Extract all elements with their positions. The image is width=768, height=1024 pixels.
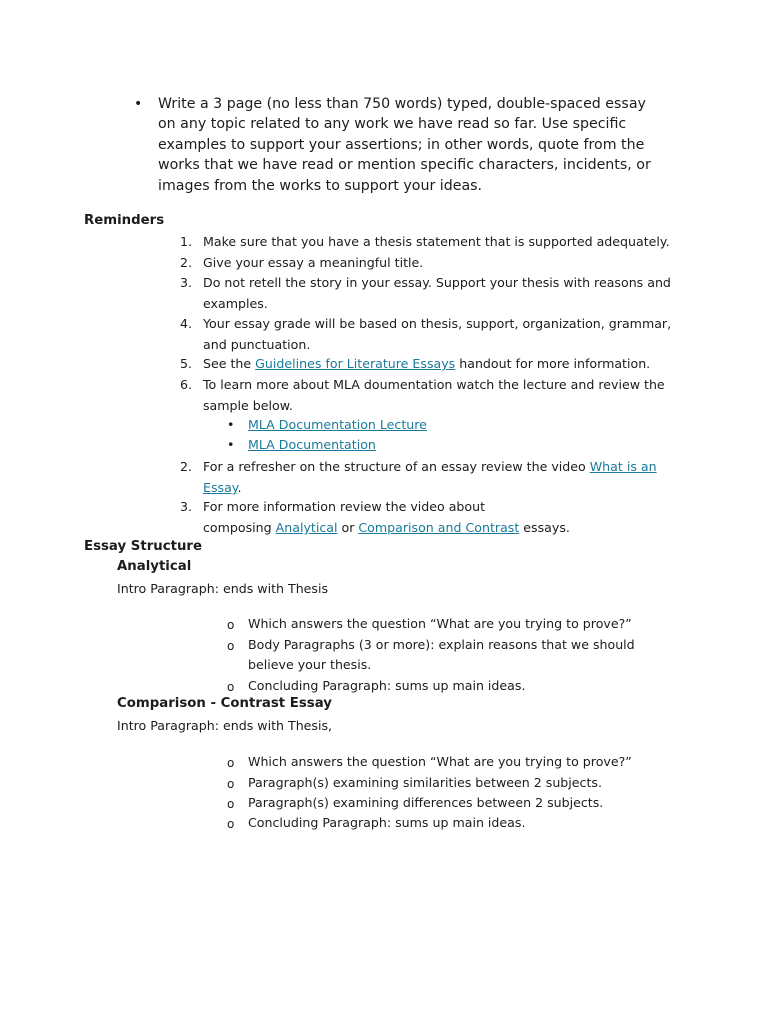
intro-line-1: Write a 3 page (no less than 750 words) typed, double-spaced essay [158, 96, 646, 112]
circle-bullet: o [227, 817, 235, 831]
mla-lecture-link[interactable]: MLA Documentation Lecture [248, 417, 427, 432]
reminder-text: Give your essay a meaningful title. [203, 255, 424, 270]
analytical-item: Which answers the question “What are you trying to prove?” [248, 616, 632, 631]
analytical-heading: Analytical [117, 559, 192, 574]
analytical-item: Concluding Paragraph: sums up main ideas. [248, 678, 526, 693]
reminder-text: Your essay grade will be based on thesis, support, organization, grammar, [203, 316, 672, 331]
circle-bullet: o [227, 797, 235, 811]
mla-documentation-link[interactable]: MLA Documentation [248, 437, 376, 452]
analytical-intro: Intro Paragraph: ends with Thesis [117, 581, 329, 596]
reminder-number: 5. [180, 356, 193, 371]
reminder-text-cont: and punctuation. [203, 337, 311, 352]
reminder-number: 2. [180, 255, 193, 270]
reminder-text-cont: Essay. [203, 480, 242, 495]
analytical-item: Body Paragraphs (3 or more): explain reasons that we should [248, 637, 635, 652]
reminder-text-cont: sample below. [203, 398, 293, 413]
comparison-item: Paragraph(s) examining similarities between 2 subjects. [248, 775, 602, 790]
comparison-intro: Intro Paragraph: ends with Thesis, [117, 718, 333, 733]
circle-bullet: o [227, 618, 235, 632]
reminder-text-cont: examples. [203, 296, 268, 311]
comparison-item: Which answers the question “What are you trying to prove?” [248, 754, 632, 769]
reminder-text: Make sure that you have a thesis statement that is supported adequately. [203, 234, 670, 249]
reminder-text: For a refresher on the structure of an essay review the video What is an [203, 459, 657, 474]
reminder-text: See the Guidelines for Literature Essays handout for more information. [203, 356, 651, 371]
reminder-text: Do not retell the story in your essay. Support your thesis with reasons and [203, 275, 671, 290]
comparison-item: Paragraph(s) examining differences between 2 subjects. [248, 795, 604, 810]
reminder-number: 4. [180, 316, 193, 331]
intro-line-2: on any topic related to any work we have read so far. Use specific [158, 116, 627, 132]
intro-line-4: works that we have read or mention specific characters, incidents, or [158, 157, 651, 173]
essay-structure-heading: Essay Structure [84, 539, 203, 554]
sub-bullet: • [227, 417, 235, 432]
reminders-heading: Reminders [84, 213, 165, 228]
guidelines-link[interactable]: Guidelines for Literature Essays [255, 356, 456, 371]
comparison-heading: Comparison - Contrast Essay [117, 696, 332, 711]
circle-bullet: o [227, 777, 235, 791]
circle-bullet: o [227, 756, 235, 770]
intro-line-3: examples to support your assertions; in other words, quote from the [158, 137, 645, 153]
sub-bullet: • [227, 437, 235, 452]
comparison-item: Concluding Paragraph: sums up main ideas. [248, 815, 526, 830]
reminder-number: 1. [180, 234, 193, 249]
analytical-link[interactable]: Analytical [275, 520, 338, 535]
what-is-an-essay-link-cont[interactable]: Essay [203, 480, 238, 495]
comparison-contrast-link[interactable]: Comparison and Contrast [358, 520, 520, 535]
reminder-number: 3. [180, 275, 193, 290]
analytical-item-cont: believe your thesis. [248, 657, 372, 672]
reminder-text: For more information review the video about [203, 499, 486, 514]
intro-line-5: images from the works to support your ideas. [158, 178, 483, 194]
reminder-text-cont: composing Analytical or Comparison and Contrast essays. [203, 520, 570, 535]
reminder-number: 6. [180, 377, 193, 392]
intro-bullet: • [134, 96, 143, 112]
reminder-number: 2. [180, 459, 193, 474]
reminder-number: 3. [180, 499, 193, 514]
circle-bullet: o [227, 639, 235, 653]
what-is-an-essay-link[interactable]: What is an [589, 459, 657, 474]
reminder-text: To learn more about MLA doumentation watch the lecture and review the [203, 377, 665, 392]
circle-bullet: o [227, 680, 235, 694]
